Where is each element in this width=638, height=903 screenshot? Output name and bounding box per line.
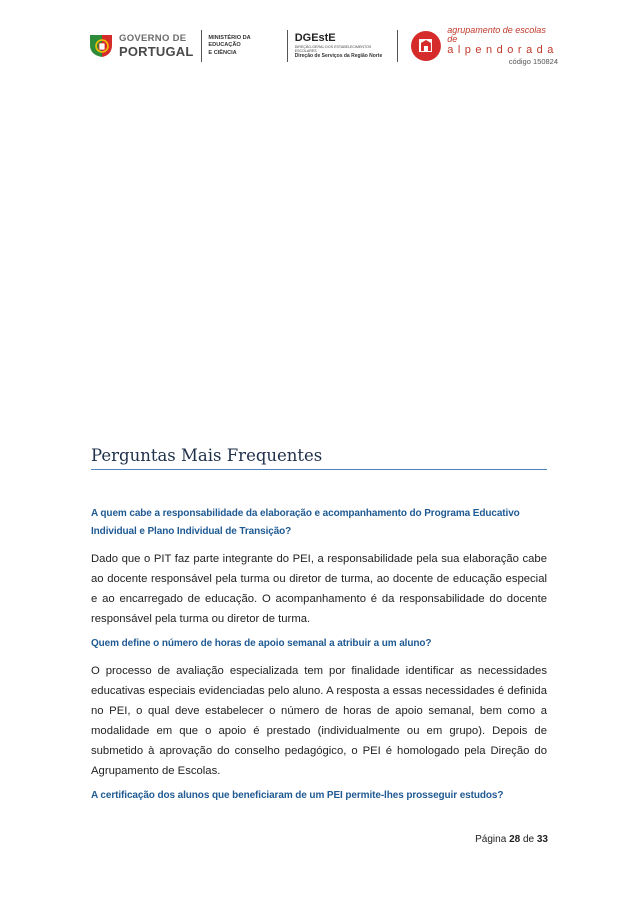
agrupamento-emblem-icon [409, 29, 443, 63]
faq-content [91, 505, 547, 805]
ministry-line2: E CIÊNCIA [208, 49, 237, 56]
gov-line1: GOVERNO DE [119, 33, 187, 45]
dgeste-logo [295, 33, 391, 59]
faq-question-1: A quem cabe a responsabilidade da elaboração e acompanhamento do Programa Educativo Individual e Plano Individual de Transição? [91, 508, 520, 537]
faq-answer-1: Dado que o PIT faz parte integrante do PEI, a responsabilidade pela sua elaboração cabe ao docente responsável pela turma ou diretor de turma, ao docente de educação especial e ao encarregado de educação. O acompanhamento é da responsabilidade do docente responsável pela turma ou diretor de turma. [91, 553, 547, 625]
agr-code: código 150824 [508, 57, 559, 67]
governo-portugal-logo [88, 31, 194, 61]
header-divider [287, 30, 288, 62]
header-divider [201, 30, 202, 62]
ministry-line1: MINISTÉRIO DA EDUCAÇÃO [208, 34, 251, 49]
faq-answer-2: O processo de avaliação especializada tem por finalidade identificar as necessidades educativas especiais evidenciadas pelo aluno. A resposta a essas necessidades é definida no PEI, o qual deve estabelecer o número de horas de apoio semanal, bem como a modalidade em que o apoio é prestado (individualmente ou em grupo). Depois de submetido à aprovação do conselho pedagógico, o PEI é homologado pela Direção do Agrupamento de Escolas. [91, 665, 547, 777]
page-label: Página [475, 834, 507, 845]
faq-question-2: Quem define o número de horas de apoio semanal a atribuir a um aluno? [91, 638, 432, 649]
page-header [88, 22, 558, 70]
agr-line1: agrupamento de escolas de [447, 25, 546, 45]
dge-subtitle-2: Direção de Serviços da Região Norte [294, 53, 383, 60]
total-pages: 33 [536, 834, 548, 845]
agrupamento-logo [409, 26, 558, 66]
agr-line2: alpendorada [447, 44, 558, 57]
page-number: 28 [509, 834, 521, 845]
portugal-emblem-icon [88, 31, 114, 61]
dge-subtitle: DIREÇÃO-GERAL DOS ESTABELECIMENTOS ESCOLARES [294, 44, 372, 53]
header-divider [397, 30, 398, 62]
dge-title: DGEstE [294, 31, 336, 44]
section-title: Perguntas Mais Frequentes [91, 446, 547, 470]
gov-line2: PORTUGAL [119, 43, 194, 59]
page-footer [468, 834, 548, 845]
ministry-logo [208, 35, 279, 58]
of-label: de [522, 834, 535, 845]
faq-question-3: A certificação dos alunos que beneficiaram de um PEI permite-lhes prosseguir estudos? [91, 790, 504, 801]
